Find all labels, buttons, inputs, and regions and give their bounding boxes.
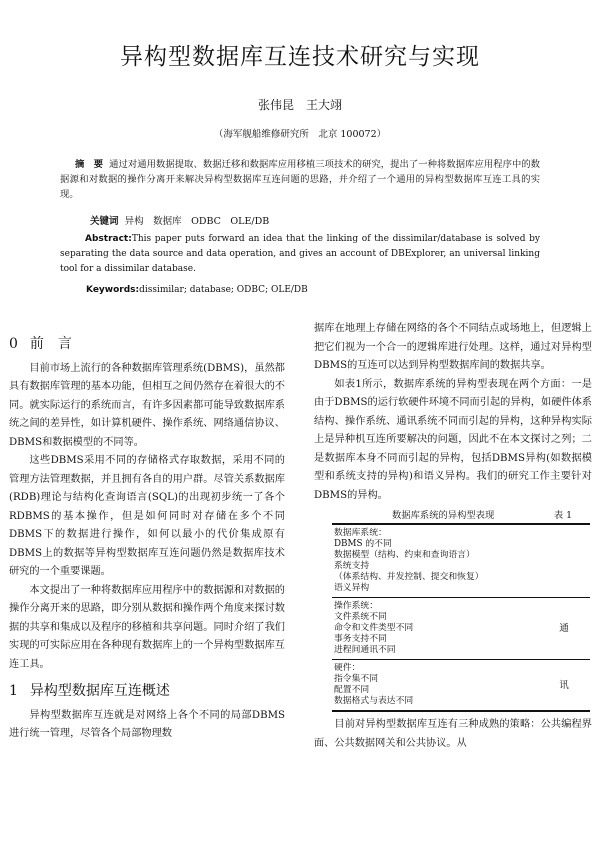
authors: 张伟昆 王大翊	[257, 98, 342, 112]
table-line: 数据格式与表达不同	[334, 696, 414, 706]
keywords-en-text: dissimilar; database; ODBC; OLE/DB	[139, 285, 308, 295]
paragraph: 据库在地理上存储在网络的各个不同结点或场地上，但逻辑上把它们视为一个合一的逻辑库进行处理。这样，通过对异构型DBMS的互连可以达到异构型数据库间的数据共享。	[314, 323, 592, 371]
paragraph: 异构型数据库互连就是对网络上各个不同的局部DBMS进行统一管理，尽管各个局部物理数	[9, 709, 285, 739]
table-line: 系统支持	[334, 561, 370, 571]
table-line: DBMS 的不同	[334, 539, 392, 549]
table-line: 文件系统不同	[334, 612, 387, 622]
section-0-heading	[9, 335, 285, 354]
table-1	[332, 523, 590, 712]
table-mark: 通	[559, 623, 569, 634]
keywords-cn	[90, 213, 269, 227]
right-column	[314, 320, 592, 753]
keywords-en-label: Keywords:	[86, 285, 140, 295]
table-line: 硬件：	[334, 663, 361, 673]
section-1-number: 1	[9, 683, 18, 699]
table-cell	[332, 660, 538, 712]
abstract-cn-text: 通过对通用数据提取、数据迁移和数据库应用移植三项技术的研究，提出了一种将数据库应用程序中的数据源和对数据的操作分离开来解决异构型数据库互连问题的思路，并介绍了一个通用的异构型数据库互连工具的实现。	[60, 159, 540, 200]
table-line: 语义异构	[334, 583, 370, 593]
keywords-cn-text: 异构 数据库 ODBC OLE/DB	[124, 216, 270, 227]
table-line: 配置不同	[334, 685, 370, 695]
table-line: 数据库系统：	[334, 528, 387, 538]
table-1-number: 表 1	[553, 510, 572, 521]
paragraph: 目前市场上流行的各种数据库管理系统(DBMS)，虽然都具有数据库管理的基本功能，但相互之间仍然存在着很大的不同。就实际运行的系统而言，有许多因素都可能导致数据库系统之间的差异性，如计算机硬件、操作系统、网络通信协议、DBMS和数据模型的不同等。	[9, 362, 285, 448]
abstract-cn-label: 摘 要	[75, 159, 104, 170]
table-mark: 讯	[559, 679, 569, 691]
paper-title: 异构型数据库互连技术研究与实现	[120, 44, 480, 70]
table-row	[332, 660, 590, 712]
left-column	[9, 332, 285, 744]
section-0-number: 0	[9, 336, 18, 352]
section-0-title: 前 言	[29, 336, 72, 352]
paragraph: 这些DBMS采用不同的存储格式存取数据，采用不同的管理方法管理数据，并且拥有各自的用户群。尽管关系数据库(RDB)理论与结构化查询语言(SQL)的出现初步统一了各个RDBMS的基本操作，但是如何同时对存储在多个不同DBMS下的数据进行操作，如何以最小的代价集成原有DBMS上的数据等异构型数据库互连问题仍然是数据库技术研究的一个重要课题。	[9, 455, 285, 577]
section-1-heading	[9, 682, 285, 701]
table-line: 操作系统：	[334, 601, 378, 611]
paragraph: 如表1所示，数据库系统的异构型表现在两个方面：一是由于DBMS的运行软硬件环境不同而引起的异构，如硬件体系结构、操作系统、通讯系统不同而引起的异构，这种异构实际上是异种机互连所要解决的问题，因此不在本文探讨之列；二是数据库本身不同而引起的异构，包括DBMS异构(如数据模型和系统支持的异构)和语义异构。我们的研究工作主要针对DBMS的异构。	[314, 378, 592, 501]
table-cell	[332, 524, 538, 598]
table-1-title: 数据库系统的异构型表现	[392, 510, 495, 521]
abstract-en	[60, 232, 540, 277]
table-1-caption	[314, 507, 592, 523]
paragraph: 目前对异构型数据库互连有三种成熟的策略：公共编程界面、公共数据网关和公共协议。从	[314, 719, 592, 749]
table-line: （体系结构、并发控制、提交和恢复）	[334, 572, 484, 582]
table-line: 事务支持不同	[334, 634, 387, 644]
table-cell	[332, 598, 538, 660]
table-row	[332, 524, 590, 598]
table-row	[332, 598, 590, 660]
table-line: 数据模型（结构、约束和查询语言）	[334, 550, 475, 560]
section-1-title: 异构型数据库互连概述	[29, 683, 170, 699]
table-line: 进程间通讯不同	[334, 645, 396, 655]
abstract-en-text: This paper puts forward an idea that the linking of the dissimilar/database is solved by separating the data source and data operation, and gives an account of DBExplorer, an universal linking tool for a dissimilar database.	[60, 234, 540, 274]
abstract-en-label: Abstract:	[85, 234, 132, 244]
table-mark	[538, 524, 590, 598]
abstract-cn	[60, 157, 540, 202]
affiliation: （海军舰船维修研究所 北京 100072）	[213, 129, 387, 140]
paragraph: 本文提出了一种将数据库应用程序中的数据源和对数据的操作分离开来的思路，即分别从数据和操作两个角度来探讨数据的共享和集成以及程序的移植和共享问题。同时介绍了我们实现的可实际应用在各种现有数据库上的一个异构型数据库互连工具。	[9, 584, 285, 670]
keywords-cn-label: 关键词	[90, 216, 119, 227]
keywords-en	[86, 285, 308, 295]
table-line: 指令集不同	[334, 674, 378, 684]
table-line: 命令和文件类型不同	[334, 623, 414, 633]
